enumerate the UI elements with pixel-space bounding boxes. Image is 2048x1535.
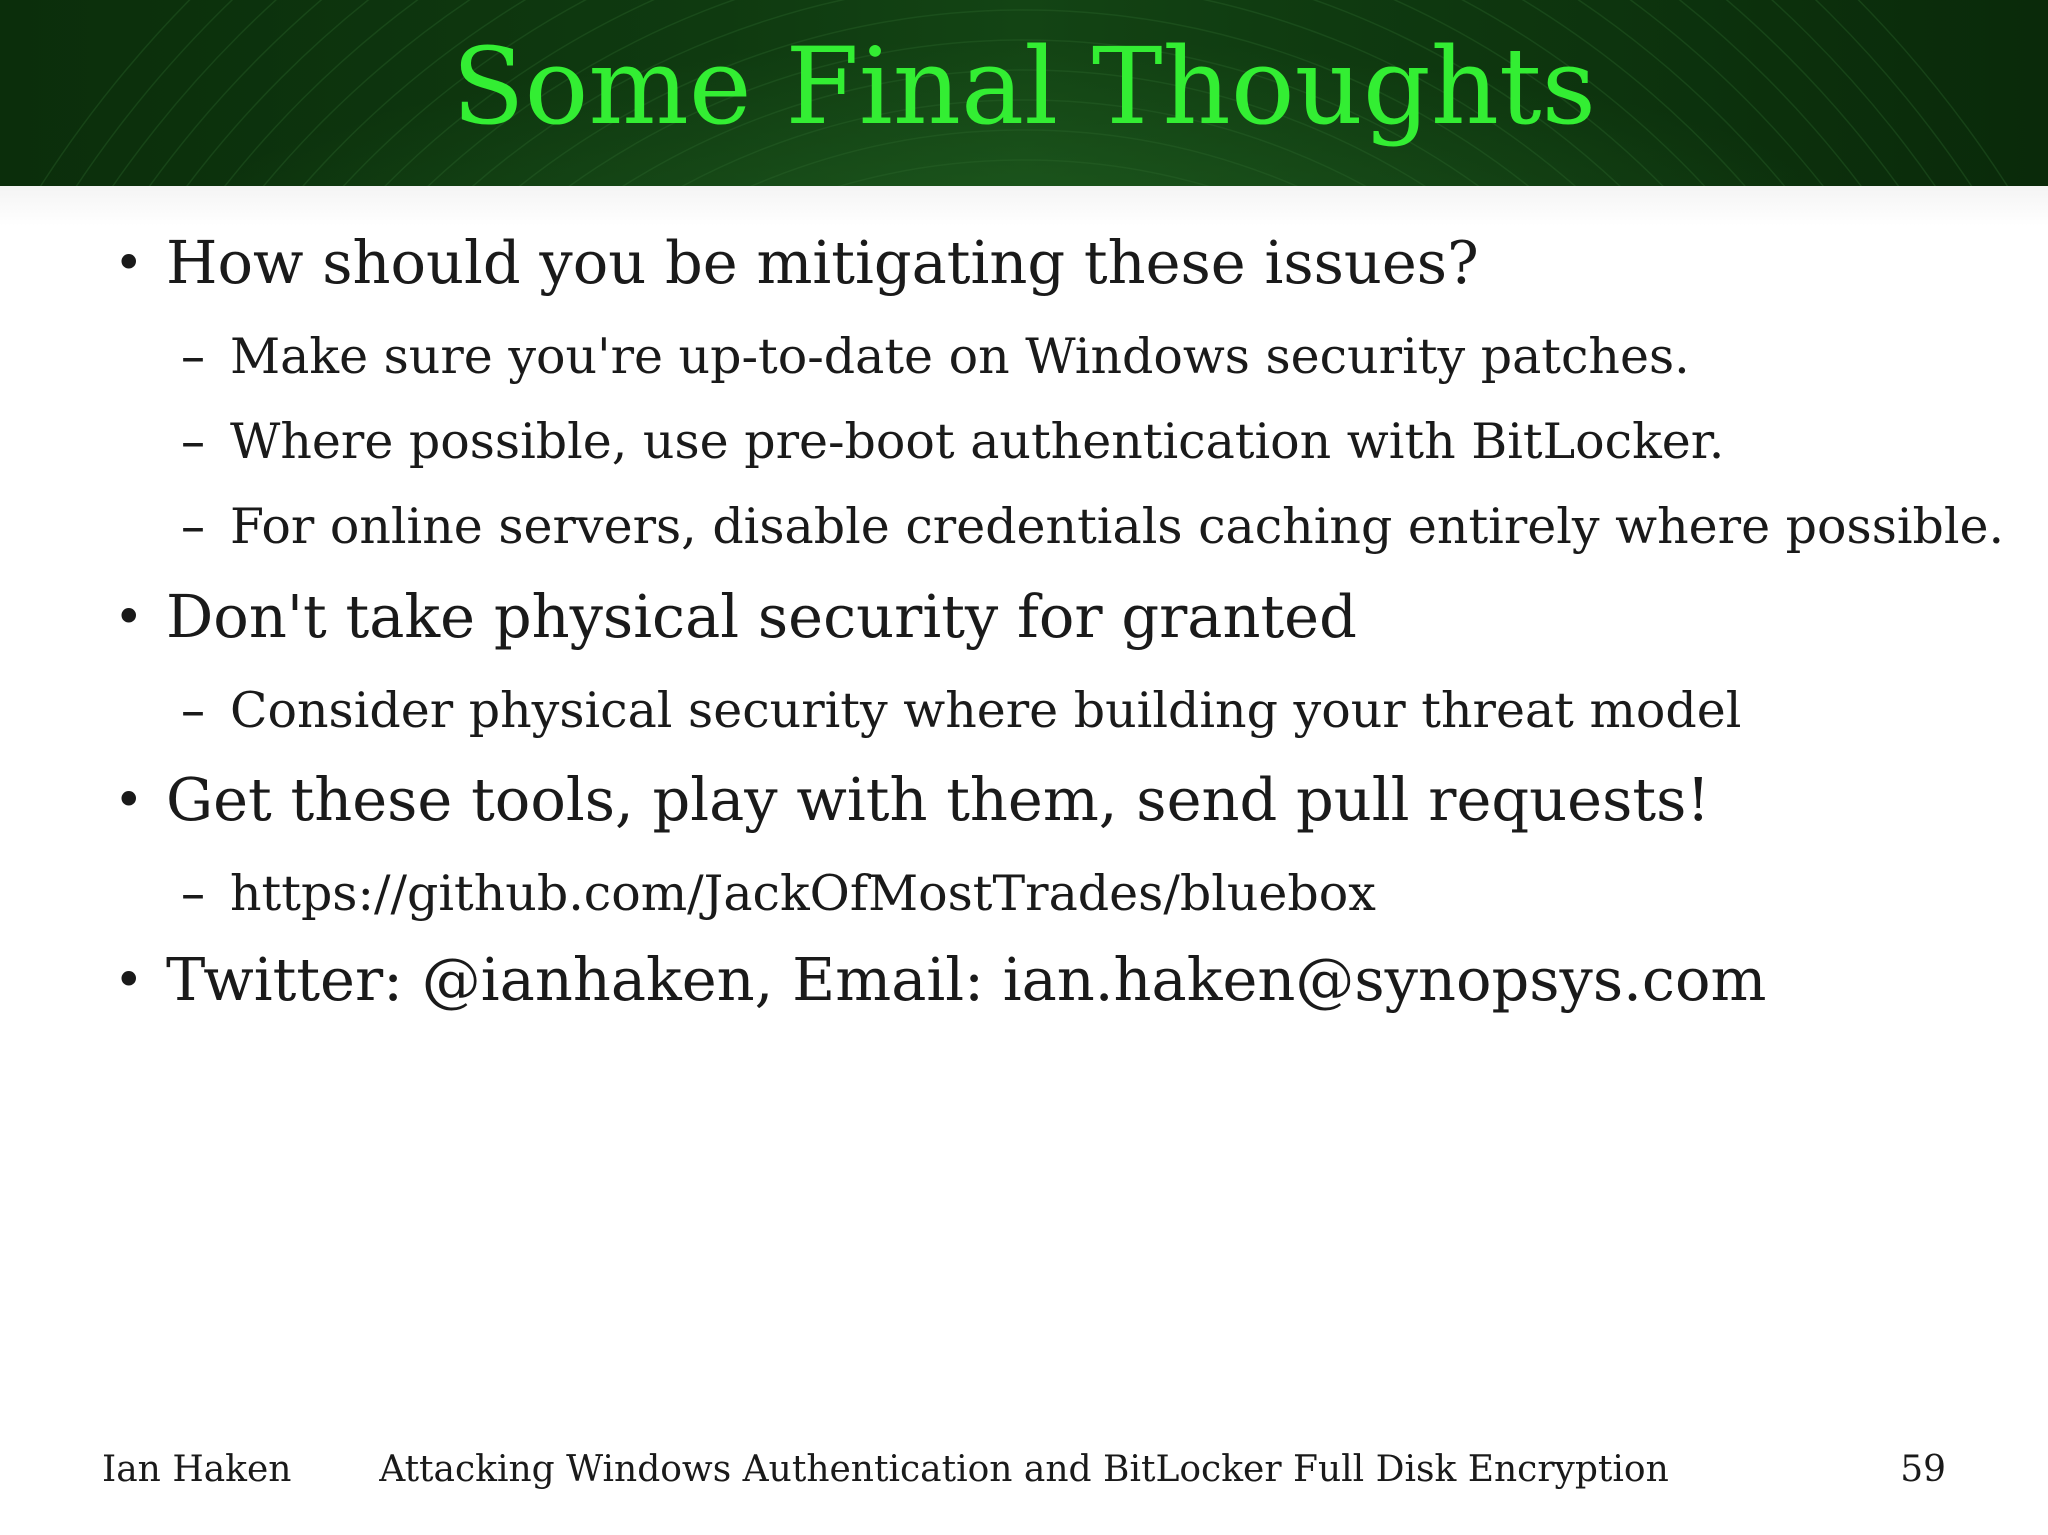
dash-marker: – (180, 498, 206, 555)
dash-marker: – (180, 865, 206, 922)
bullet-marker: • (114, 234, 144, 292)
bullet-text: Don't take physical security for granted (166, 582, 1357, 651)
contact-text: Twitter: @ianhaken, Email: ian.haken@synopsys.com (166, 945, 1767, 1014)
header-shadow (0, 186, 2048, 226)
dash-marker: – (180, 682, 206, 739)
sub-bullet-text: Consider physical security where building your threat model (230, 682, 1742, 739)
slide-title: Some Final Thoughts (451, 25, 1597, 148)
title-banner (0, 0, 2048, 186)
sub-bullet-text: For online servers, disable credentials caching entirely where possible. (230, 498, 2005, 555)
bullet-marker: • (114, 771, 144, 829)
sub-bullet-text: Where possible, use pre-boot authentication with BitLocker. (230, 413, 1725, 470)
bullet-marker: • (114, 588, 144, 646)
bullet-marker: • (114, 951, 144, 1009)
dash-marker: – (180, 328, 206, 385)
bullet-text: How should you be mitigating these issues? (166, 228, 1479, 297)
footer-author: Ian Haken (102, 1449, 292, 1490)
dash-marker: – (180, 413, 206, 470)
sub-bullet-text: Make sure you're up-to-date on Windows security patches. (230, 328, 1690, 385)
bullet-text: Get these tools, play with them, send pull requests! (166, 765, 1711, 834)
github-link[interactable]: https://github.com/JackOfMostTrades/bluebox (230, 865, 1376, 922)
footer-presentation-title: Attacking Windows Authentication and BitLocker Full Disk Encryption (379, 1449, 1669, 1490)
page-number: 59 (1900, 1449, 1946, 1490)
